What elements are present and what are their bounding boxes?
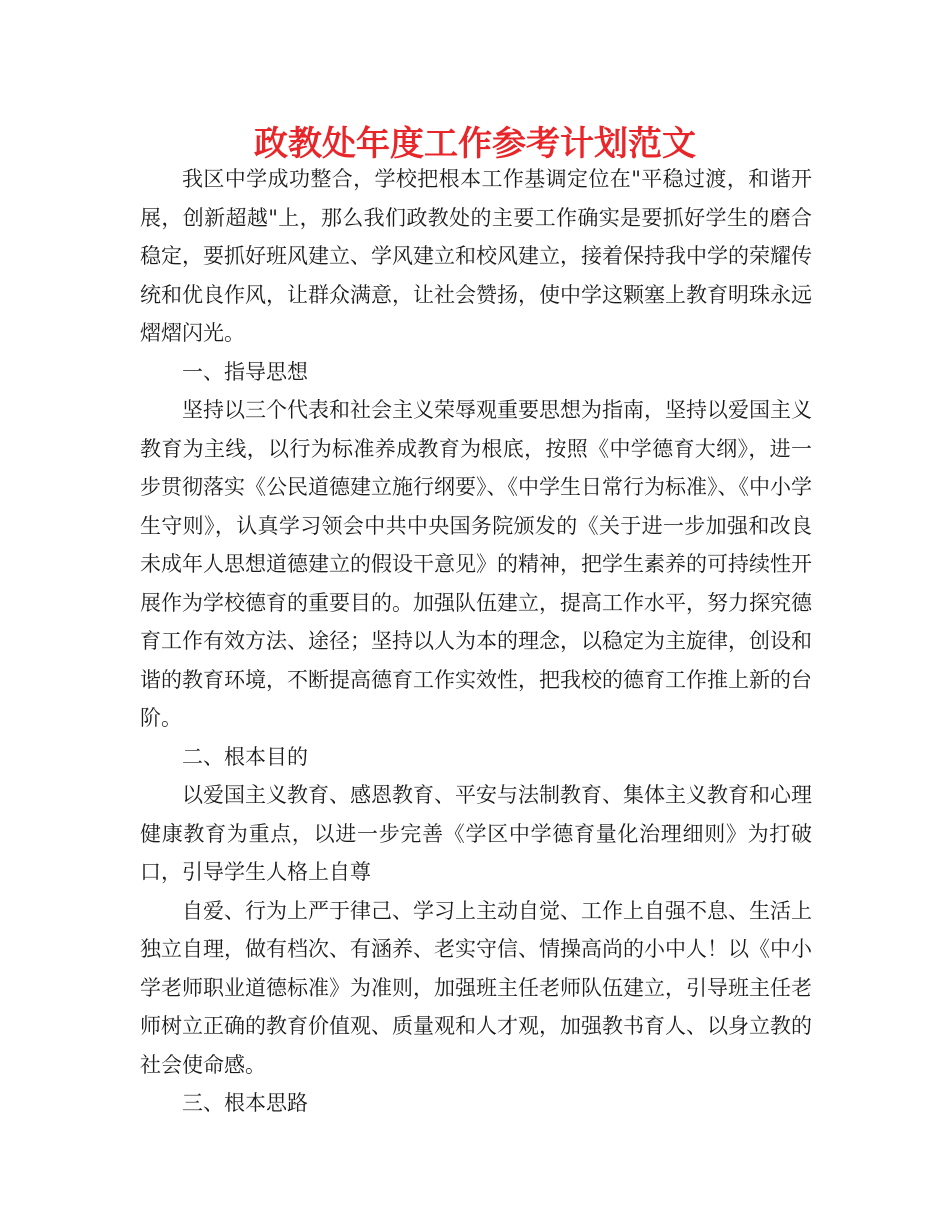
basic-goals-continued-paragraph: 自爱、行为上严于律己、学习上主动自觉、工作上自强不息、生活上独立自理，做有档次、有涵养、老实守信、情操高尚的小中人！以《中小学老师职业道德标准》为准则，加强班主任老师队伍建立，引导班主任老师树立正确的教育价值观、质量观和人才观，加强教书育人、以身立教的社会使命感。 [140, 898, 812, 1077]
document-title: 政教处年度工作参考计划范文 [254, 124, 696, 164]
section-heading-basic-goals: 二、根本目的 [182, 744, 308, 769]
intro-paragraph: 我区中学成功整合，学校把根本工作基调定位在"平稳过渡，和谐开展，创新超越"上，那么我们政教处的主要工作确实是要抓好学生的磨合稳定，要抓好班风建立、学风建立和校风建立，接着保持我中学的荣耀传统和优良作风，让群众满意，让社会赞扬，使中学这颗塞上教育明珠永远熠熠闪光。 [140, 167, 812, 345]
guiding-ideology-paragraph: 坚持以三个代表和社会主义荣辱观重要思想为指南，坚持以爱国主义教育为主线，以行为标准养成教育为根底，按照《中学德育大纲》，进一步贯彻落实《公民道德建立施行纲要》、《中学生日常行为标准》、《中小学生守则》，认真学习领会中共中央国务院颁发的《关于进一步加强和改良未成年人思想道德建立的假设干意见》的精神，把学生素养的可持续性开展作为学校德育的重要目的。加强队伍建立，提高工作水平，努力探究德育工作有效方法、途径；坚持以人为本的理念，以稳定为主旋律，创设和谐的教育环境，不断提高德育工作实效性，把我校的德育工作推上新的台阶。 [140, 398, 812, 730]
section-heading-guiding-ideology: 一、指导思想 [182, 359, 308, 384]
document-body [140, 160, 812, 1123]
basic-goals-paragraph: 以爱国主义教育、感恩教育、平安与法制教育、集体主义教育和心理健康教育为重点，以进一步完善《学区中学德育量化治理细则》为打破口，引导学生人格上自尊 [140, 783, 812, 884]
section-heading-basic-approach: 三、根本思路 [182, 1091, 308, 1115]
